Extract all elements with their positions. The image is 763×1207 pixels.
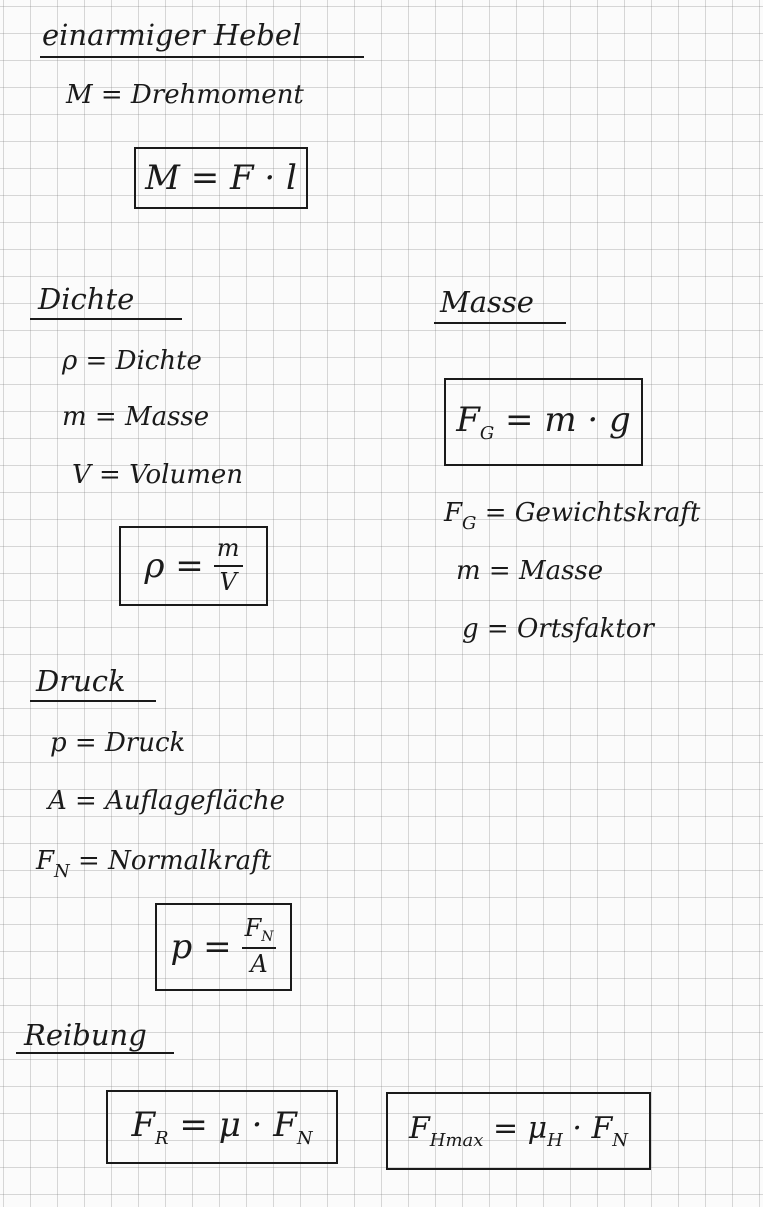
formula-box-druck: [155, 903, 292, 991]
formula-box-reibungskraft: [106, 1090, 338, 1164]
subscript: G: [462, 513, 477, 534]
subscript: H: [547, 1130, 563, 1151]
subscript: Hmax: [429, 1130, 484, 1151]
fraction-denominator: A: [250, 950, 268, 979]
definition-gewichtskraft: [444, 498, 700, 534]
symbol-f: F: [131, 1105, 156, 1145]
formula-haftreibung: [409, 1111, 628, 1151]
formula-box-drehmoment: [134, 147, 308, 209]
subscript: N: [612, 1130, 629, 1151]
formula-rhs: = m · g: [494, 400, 631, 440]
formula-box-dichte: [119, 526, 268, 606]
formula-drehmoment: M = F · l: [145, 158, 297, 198]
subscript: N: [54, 861, 70, 882]
heading-masse: Masse: [440, 285, 534, 319]
heading-einarmiger-hebel: einarmiger Hebel: [42, 18, 302, 52]
formula-dichte-lhs: ρ =: [144, 546, 204, 586]
heading-underline: [16, 1052, 174, 1054]
subscript: R: [155, 1128, 169, 1149]
subscript: N: [296, 1128, 313, 1149]
definition-auflageflaeche: A = Auflagefläche: [48, 786, 286, 816]
subscript: G: [479, 423, 495, 444]
formula-rhs: = μ · F: [168, 1105, 297, 1145]
formula-mu: = μ: [483, 1111, 548, 1146]
definition-normalkraft: [36, 846, 271, 882]
heading-druck: Druck: [36, 664, 126, 698]
fraction: [242, 915, 277, 979]
definition-masse: m = Masse: [62, 402, 210, 432]
heading-dichte: Dichte: [38, 282, 135, 316]
definition-masse-2: m = Masse: [456, 556, 604, 586]
formula-box-haftreibung: [386, 1092, 651, 1170]
formula-reibungskraft: [131, 1105, 312, 1149]
fraction-denominator: V: [219, 568, 237, 596]
fraction-numerator: [242, 915, 277, 949]
definition-ortsfaktor: g = Ortsfaktor: [462, 614, 654, 644]
heading-underline: [40, 56, 364, 58]
formula-rhs: · F: [562, 1111, 613, 1146]
symbol-f: F: [444, 498, 463, 528]
symbol-f: F: [244, 914, 262, 943]
heading-underline: [434, 322, 566, 324]
definition-druck: p = Druck: [50, 728, 186, 758]
symbol-f: F: [408, 1111, 430, 1146]
definition-volumen: V = Volumen: [72, 460, 243, 490]
fraction: [214, 535, 243, 596]
heading-reibung: Reibung: [24, 1018, 147, 1052]
fraction-numerator: m: [214, 535, 243, 567]
formula-gewichtskraft: [456, 400, 631, 444]
definition-text: = Gewichtskraft: [476, 498, 701, 528]
formula-box-masse: [444, 378, 643, 466]
definition-text: = Normalkraft: [69, 846, 272, 876]
definition-drehmoment: M = Drehmoment: [66, 80, 304, 110]
heading-underline: [30, 318, 182, 320]
definition-dichte: ρ = Dichte: [62, 346, 202, 376]
heading-underline: [30, 700, 156, 702]
formula-druck-lhs: p =: [170, 927, 232, 967]
subscript: N: [261, 929, 274, 946]
symbol-f: F: [456, 400, 480, 440]
symbol-f: F: [36, 846, 55, 876]
